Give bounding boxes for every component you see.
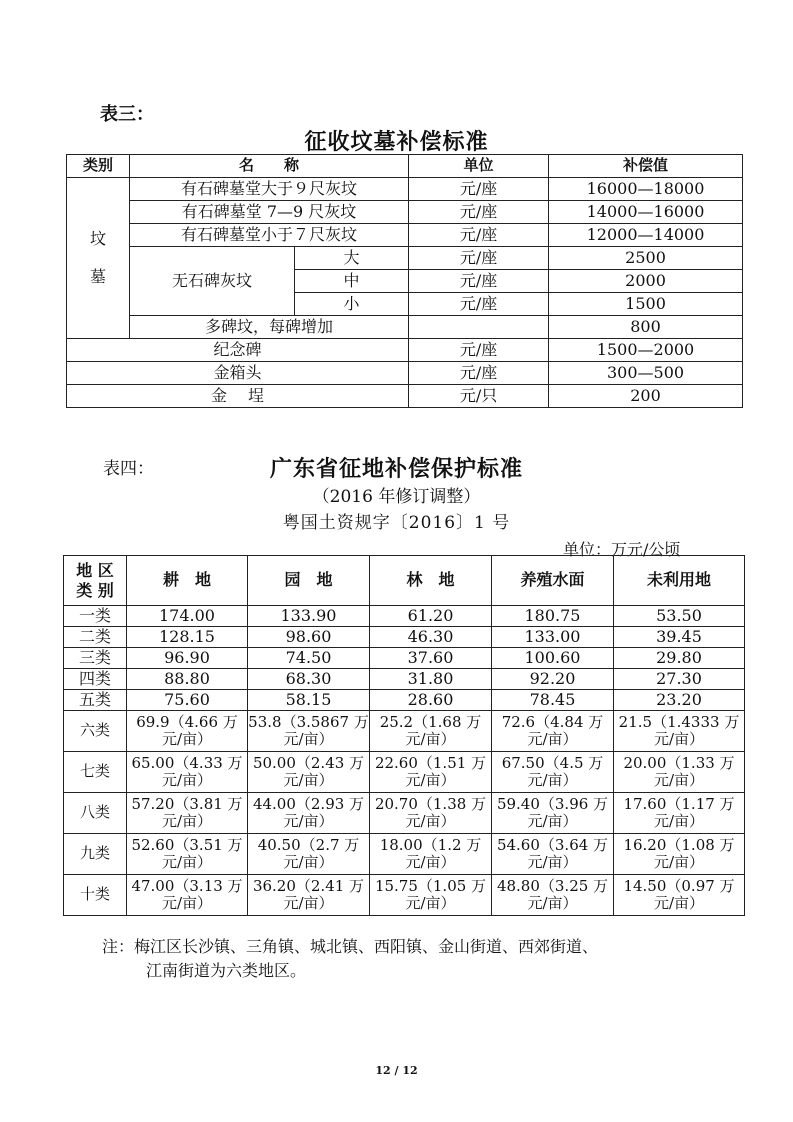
page-number: 12 / 12	[375, 1064, 418, 1077]
row-category: 五类	[64, 690, 127, 711]
item-name: 多碑坟，每碑增加	[130, 316, 409, 339]
table-row	[64, 875, 745, 916]
row-value: 31.80	[370, 669, 492, 690]
table-row	[67, 362, 743, 385]
item-unit: 元/座	[409, 178, 549, 201]
row-category: 一类	[64, 606, 127, 627]
row-value: 72.6（4.84 万元/亩）	[492, 711, 614, 752]
row-value: 22.60（1.51 万元/亩）	[370, 752, 492, 793]
item-value: 200	[549, 385, 743, 408]
header-cultivated: 耕 地	[127, 556, 248, 606]
size-label: 小	[295, 293, 409, 316]
row-value: 78.45	[492, 690, 614, 711]
table-row	[64, 648, 745, 669]
table-row	[64, 752, 745, 793]
row-value: 133.00	[492, 627, 614, 648]
item-value: 14000—16000	[549, 201, 743, 224]
item-unit: 元/座	[409, 247, 549, 270]
row-value: 180.75	[492, 606, 614, 627]
item-value: 12000—14000	[549, 224, 743, 247]
row-value: 98.60	[248, 627, 370, 648]
item-unit	[409, 316, 549, 339]
row-category: 二类	[64, 627, 127, 648]
row-value: 20.00（1.33 万元/亩）	[614, 752, 745, 793]
table3-title: 征收坟墓补偿标准	[304, 129, 489, 155]
table-row	[64, 711, 745, 752]
table-row	[64, 690, 745, 711]
row-value: 18.00（1.2 万元/亩）	[370, 834, 492, 875]
table-row	[67, 385, 743, 408]
table4-title: 广东省征地补偿保护标准	[269, 456, 523, 482]
row-value: 21.5（1.4333 万元/亩）	[614, 711, 745, 752]
row-value: 52.60（3.51 万元/亩）	[127, 834, 248, 875]
item-value: 16000—18000	[549, 178, 743, 201]
table-row	[67, 339, 743, 362]
header-value: 补偿值	[549, 155, 743, 178]
table-row	[67, 316, 743, 339]
document-number: 粤国土资规字〔2016〕1 号	[282, 513, 511, 533]
row-value: 69.9（4.66 万元/亩）	[127, 711, 248, 752]
header-unit: 单位	[409, 155, 549, 178]
item-name: 纪念碑	[67, 339, 409, 362]
row-value: 58.15	[248, 690, 370, 711]
table-header-row	[67, 155, 743, 178]
row-value: 48.80（3.25 万元/亩）	[492, 875, 614, 916]
row-value: 46.30	[370, 627, 492, 648]
table4-subtitle: （2016 年修订调整）	[312, 487, 481, 507]
row-value: 65.00（4.33 万元/亩）	[127, 752, 248, 793]
row-value: 61.20	[370, 606, 492, 627]
row-value: 54.60（3.64 万元/亩）	[492, 834, 614, 875]
header-category: 类别	[67, 155, 130, 178]
table-row	[64, 606, 745, 627]
row-value: 16.20（1.08 万元/亩）	[614, 834, 745, 875]
row-category: 六类	[64, 711, 127, 752]
item-value: 1500	[549, 293, 743, 316]
row-value: 74.50	[248, 648, 370, 669]
item-value: 2500	[549, 247, 743, 270]
item-name: 有石碑墓堂 7—9 尺灰坟	[130, 201, 409, 224]
row-category: 七类	[64, 752, 127, 793]
row-value: 100.60	[492, 648, 614, 669]
item-unit: 元/座	[409, 293, 549, 316]
table-row	[64, 793, 745, 834]
row-value: 68.30	[248, 669, 370, 690]
item-unit: 元/座	[409, 339, 549, 362]
row-value: 20.70（1.38 万元/亩）	[370, 793, 492, 834]
no-stone-label: 无石碑灰坟	[130, 247, 295, 316]
item-value: 1500—2000	[549, 339, 743, 362]
row-value: 128.15	[127, 627, 248, 648]
item-unit: 元/座	[409, 201, 549, 224]
row-value: 27.30	[614, 669, 745, 690]
row-value: 17.60（1.17 万元/亩）	[614, 793, 745, 834]
category-grave: 坟 墓	[67, 178, 130, 339]
size-label: 中	[295, 270, 409, 293]
row-value: 14.50（0.97 万元/亩）	[614, 875, 745, 916]
item-unit: 元/座	[409, 362, 549, 385]
grave-compensation-table	[66, 154, 743, 408]
table-row	[67, 178, 743, 201]
row-value: 174.00	[127, 606, 248, 627]
row-category: 四类	[64, 669, 127, 690]
item-name: 有石碑墓堂小于７尺灰坟	[130, 224, 409, 247]
row-value: 23.20	[614, 690, 745, 711]
item-unit: 元/座	[409, 224, 549, 247]
header-corner: 地 区 类 别	[64, 556, 127, 606]
table4-label: 表四：	[103, 459, 154, 479]
row-value: 47.00（3.13 万元/亩）	[127, 875, 248, 916]
row-value: 25.2（1.68 万元/亩）	[370, 711, 492, 752]
note-line-1: 注：梅江区长沙镇、三角镇、城北镇、西阳镇、金山街道、西郊街道、	[102, 937, 599, 956]
table-row	[64, 834, 745, 875]
header-unused: 未利用地	[614, 556, 745, 606]
header-forest: 林 地	[370, 556, 492, 606]
row-value: 57.20（3.81 万元/亩）	[127, 793, 248, 834]
row-category: 三类	[64, 648, 127, 669]
row-value: 53.8（3.5867 万元/亩）	[248, 711, 370, 752]
row-value: 67.50（4.5 万元/亩）	[492, 752, 614, 793]
item-name: 金箱头	[67, 362, 409, 385]
item-value: 800	[549, 316, 743, 339]
table-row	[67, 224, 743, 247]
row-value: 29.80	[614, 648, 745, 669]
row-value: 75.60	[127, 690, 248, 711]
row-value: 39.45	[614, 627, 745, 648]
table-row	[67, 201, 743, 224]
row-value: 53.50	[614, 606, 745, 627]
item-value: 300—500	[549, 362, 743, 385]
table-header-row	[64, 556, 745, 606]
header-aquaculture: 养殖水面	[492, 556, 614, 606]
land-compensation-table	[63, 555, 745, 916]
header-garden: 园 地	[248, 556, 370, 606]
item-name: 有石碑墓堂大于９尺灰坟	[130, 178, 409, 201]
row-value: 44.00（2.93 万元/亩）	[248, 793, 370, 834]
row-value: 40.50（2.7 万元/亩）	[248, 834, 370, 875]
row-value: 59.40（3.96 万元/亩）	[492, 793, 614, 834]
row-value: 50.00（2.43 万元/亩）	[248, 752, 370, 793]
table-row	[67, 247, 743, 270]
table-row	[64, 627, 745, 648]
row-value: 88.80	[127, 669, 248, 690]
size-label: 大	[295, 247, 409, 270]
row-value: 15.75（1.05 万元/亩）	[370, 875, 492, 916]
item-unit: 元/只	[409, 385, 549, 408]
row-category: 八类	[64, 793, 127, 834]
note-line-2: 江南街道为六类地区。	[146, 961, 307, 980]
item-value: 2000	[549, 270, 743, 293]
row-value: 28.60	[370, 690, 492, 711]
table-row	[64, 669, 745, 690]
row-category: 十类	[64, 875, 127, 916]
row-value: 96.90	[127, 648, 248, 669]
row-value: 92.20	[492, 669, 614, 690]
row-category: 九类	[64, 834, 127, 875]
row-value: 133.90	[248, 606, 370, 627]
unit-note: 单位：万元/公顷	[563, 540, 681, 559]
header-name: 名 称	[130, 155, 409, 178]
table3-label: 表三：	[100, 104, 154, 125]
row-value: 36.20（2.41 万元/亩）	[248, 875, 370, 916]
row-value: 37.60	[370, 648, 492, 669]
item-name: 金 埕	[67, 385, 409, 408]
item-unit: 元/座	[409, 270, 549, 293]
